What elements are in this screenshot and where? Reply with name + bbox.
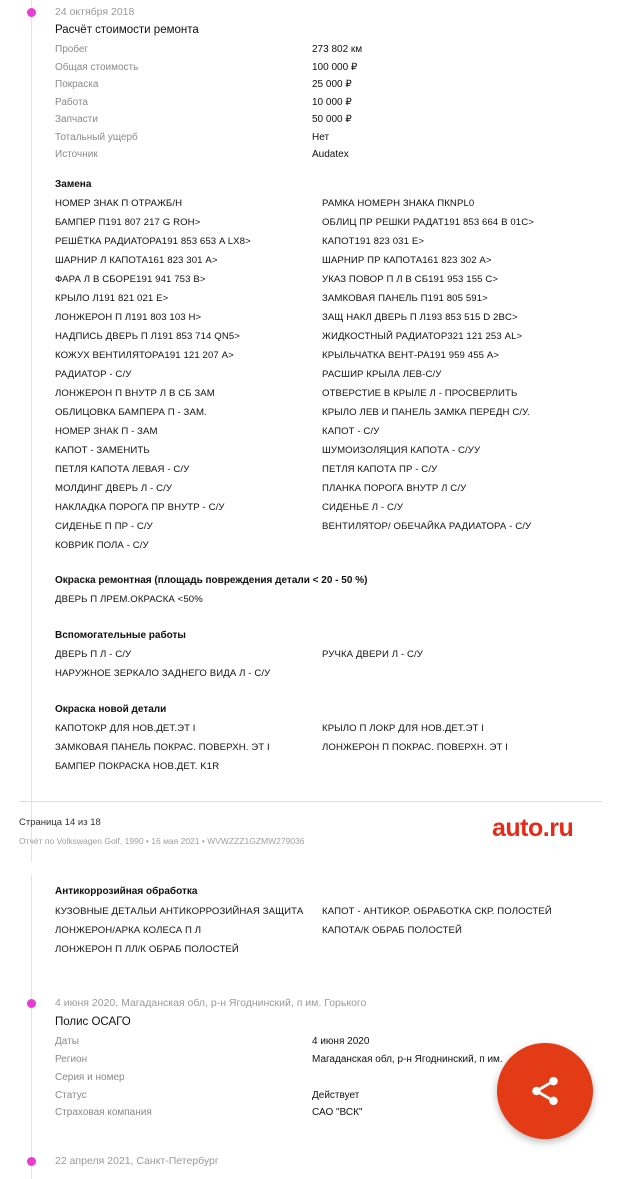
list-item: ВЕНТИЛЯТОР/ ОБЕЧАЙКА РАДИАТОРА - С/У (322, 521, 532, 532)
field-value: Действует (312, 1090, 360, 1101)
entry-date: 22 апреля 2021, Санкт-Петербург (55, 1155, 219, 1167)
section-heading: Вспомогательные работы (55, 630, 186, 641)
list-item: БАМПЕР П191 807 217 G ROH> (55, 217, 201, 228)
list-item: НАКЛАДКА ПОРОГА ПР ВНУТР - С/У (55, 502, 225, 513)
list-item: ЛОНЖЕРОН П ПОКРАС. ПОВЕРХН. ЭТ I (322, 742, 508, 753)
page-number: Страница 14 из 18 (19, 817, 101, 828)
timeline-line (31, 875, 32, 1179)
list-item: СИДЕНЬЕ П ПР - С/У (55, 521, 153, 532)
list-item: СИДЕНЬЕ Л - С/У (322, 502, 404, 513)
report-info: Отчёт по Volkswagen Golf, 1990 • 16 мая 2021 • WVWZZZ1GZMW279036 (19, 836, 305, 846)
list-item: КРЫЛО Л191 821 021 E> (55, 293, 169, 304)
list-item: ЛОНЖЕРОН П Л191 803 103 H> (55, 312, 202, 323)
list-item: КОЖУХ ВЕНТИЛЯТОРА191 121 207 A> (55, 350, 234, 361)
list-item: ЗАМКОВАЯ ПАНЕЛЬ ПОКРАС. ПОВЕРХН. ЭТ I (55, 742, 270, 753)
auto-ru-logo: auto.ru (492, 814, 574, 842)
list-item: ФАРА Л В СБОРЕ191 941 753 B> (55, 274, 206, 285)
list-item: МОЛДИНГ ДВЕРЬ Л - С/У (55, 483, 173, 494)
field-value: 4 июня 2020 (312, 1036, 370, 1047)
field-label: Статус (55, 1090, 87, 1101)
timeline-dot (27, 999, 36, 1008)
field-value: Нет (312, 132, 330, 143)
field-label: Регион (55, 1054, 88, 1065)
list-item: РУЧКА ДВЕРИ Л - С/У (322, 649, 423, 660)
list-item: ЖИДКОСТНЫЙ РАДИАТОР321 121 253 AL> (322, 331, 523, 342)
list-item: БАМПЕР ПОКРАСКА НОВ.ДЕТ. K1R (55, 761, 220, 772)
list-item: НАДПИСЬ ДВЕРЬ П Л191 853 714 QN5> (55, 331, 240, 342)
entry-date: 4 июня 2020, Магаданская обл, р-н Ягоднинский, п им. Горького (55, 997, 367, 1009)
list-item: ШАРНИР ПР КАПОТА161 823 302 A> (322, 255, 492, 266)
list-item: ДВЕРЬ П Л - С/У (55, 649, 132, 660)
field-value: 100 000 ₽ (312, 62, 358, 73)
list-item: ОБЛИЦОВКА БАМПЕРА П - ЗАМ. (55, 407, 207, 418)
field-label: Пробег (55, 44, 89, 55)
list-item: УКАЗ ПОВОР П Л В СБ191 953 155 C> (322, 274, 499, 285)
section-heading: Окраска новой детали (55, 704, 167, 715)
share-icon (528, 1074, 562, 1108)
list-item: ЗАМКОВАЯ ПАНЕЛЬ П191 805 591> (322, 293, 488, 304)
list-item: ЛОНЖЕРОН П ВНУТР Л В СБ ЗАМ (55, 388, 215, 399)
field-label: Покраска (55, 79, 99, 90)
list-item: КАПОТА/К ОБРАБ ПОЛОСТЕЙ (322, 925, 463, 936)
timeline-dot (27, 1157, 36, 1166)
list-item: КРЫЛО ЛЕВ И ПАНЕЛЬ ЗАМКА ПЕРЕДН С/У. (322, 407, 530, 418)
timeline-dot (27, 8, 36, 17)
list-item: ПЕТЛЯ КАПОТА ПР - С/У (322, 464, 438, 475)
list-item: КРЫЛО П ЛОКР ДЛЯ НОВ.ДЕТ.ЭТ I (322, 723, 485, 734)
field-label: Работа (55, 97, 88, 108)
list-item: РАМКА НОМЕРН ЗНАКА ПКNPL0 (322, 198, 475, 209)
page-divider (19, 801, 602, 802)
field-value: 25 000 ₽ (312, 79, 352, 90)
list-item: ОТВЕРСТИЕ В КРЫЛЕ Л - ПРОСВЕРЛИТЬ (322, 388, 518, 399)
entry-title: Полис ОСАГО (55, 1016, 131, 1028)
field-label: Даты (55, 1036, 79, 1047)
list-item: НАРУЖНОЕ ЗЕРКАЛО ЗАДНЕГО ВИДА Л - С/У (55, 668, 271, 679)
list-item: ДВЕРЬ П ЛРЕМ.ОКРАСКА <50% (55, 594, 203, 605)
list-item: КОВРИК ПОЛА - С/У (55, 540, 149, 551)
section-heading: Окраска ремонтная (площадь повреждения детали < 20 - 50 %) (55, 575, 368, 586)
list-item: РАСШИР КРЫЛА ЛЕВ-С/У (322, 369, 442, 380)
field-value: Магаданская обл, р-н Ягоднинский, п им. (312, 1054, 503, 1065)
section-heading: Замена (55, 179, 92, 190)
list-item: ШАРНИР Л КАПОТА161 823 301 A> (55, 255, 218, 266)
field-label: Серия и номер (55, 1072, 125, 1083)
list-item: ПЕТЛЯ КАПОТА ЛЕВАЯ - С/У (55, 464, 190, 475)
list-item: КАПОТОКР ДЛЯ НОВ.ДЕТ.ЭТ I (55, 723, 196, 734)
list-item: КУЗОВНЫЕ ДЕТАЛЬИ АНТИКОРРОЗИЙНАЯ ЗАЩИТА (55, 906, 304, 917)
entry-date: 24 октября 2018 (55, 6, 135, 18)
list-item: ОБЛИЦ ПР РЕШКИ РАДАТ191 853 664 B 01C> (322, 217, 534, 228)
field-value: Audatex (312, 149, 349, 160)
entry-title: Расчёт стоимости ремонта (55, 24, 199, 36)
section-heading: Антикоррозийная обработка (55, 886, 198, 897)
field-label: Источник (55, 149, 98, 160)
list-item: РЕШЁТКА РАДИАТОРА191 853 653 A LX8> (55, 236, 251, 247)
field-label: Страховая компания (55, 1107, 152, 1118)
list-item: КАПОТ - АНТИКОР. ОБРАБОТКА СКР. ПОЛОСТЕЙ (322, 906, 552, 917)
field-label: Запчасти (55, 114, 98, 125)
list-item: РАДИАТОР - С/У (55, 369, 132, 380)
list-item: КРЫЛЬЧАТКА ВЕНТ-РА191 959 455 A> (322, 350, 500, 361)
list-item: ПЛАНКА ПОРОГА ВНУТР Л С/У (322, 483, 467, 494)
field-value: САО "ВСК" (312, 1107, 363, 1118)
field-value: 273 802 км (312, 44, 363, 55)
list-item: КАПОТ - С/У (322, 426, 380, 437)
page-break (0, 862, 620, 872)
field-value: 50 000 ₽ (312, 114, 352, 125)
list-item: ЗАЩ НАКЛ ДВЕРЬ П Л193 853 515 D 2BC> (322, 312, 518, 323)
list-item: ЛОНЖЕРОН/АРКА КОЛЕСА П Л (55, 925, 202, 936)
timeline-line (31, 0, 32, 862)
field-value: 10 000 ₽ (312, 97, 352, 108)
list-item: ЛОНЖЕРОН П ЛЛ/К ОБРАБ ПОЛОСТЕЙ (55, 944, 239, 955)
list-item: НОМЕР ЗНАК П - ЗАМ (55, 426, 158, 437)
list-item: КАПОТ - ЗАМЕНИТЬ (55, 445, 150, 456)
share-button[interactable] (497, 1043, 593, 1139)
field-label: Тотальный ущерб (55, 132, 138, 143)
list-item: ШУМОИЗОЛЯЦИЯ КАПОТА - С/УУ (322, 445, 481, 456)
list-item: КАПОТ191 823 031 E> (322, 236, 425, 247)
field-label: Общая стоимость (55, 62, 139, 73)
list-item: НОМЕР ЗНАК П ОТРАЖБ/Н (55, 198, 183, 209)
